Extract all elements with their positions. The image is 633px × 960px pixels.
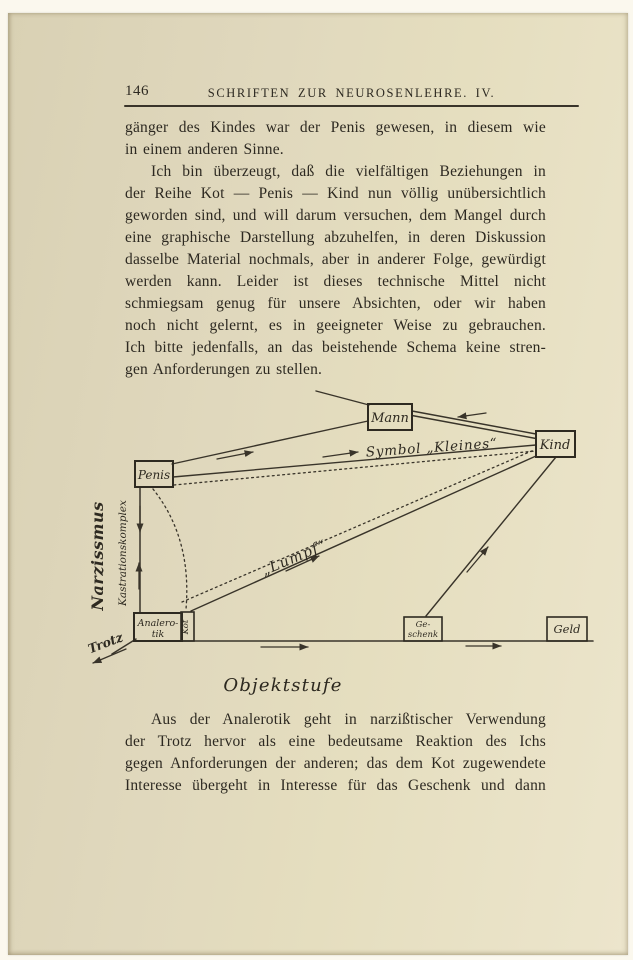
node-analerotik-label-line2: tik bbox=[151, 629, 165, 640]
node-analerotik-label-line1: Analero- bbox=[137, 618, 179, 629]
text-line: der Trotz hervor als eine bedeutsame Reaktion des Ichs bbox=[125, 733, 546, 750]
edge-penis-mann bbox=[172, 421, 368, 464]
text-line: gen Anforderungen zu stellen. bbox=[125, 361, 323, 378]
diagram-axis-label-objektstufe: Objektstufe bbox=[223, 675, 343, 696]
running-title: SCHRIFTEN ZUR NEUROSENLEHRE. IV. bbox=[207, 86, 496, 100]
text-line: geworden sind, und will darum versuchen, dem Mangel durch bbox=[125, 207, 546, 224]
label-kastrationskomplex: Kastrationskomplex bbox=[117, 500, 129, 606]
edge-top-stray bbox=[316, 391, 369, 405]
node-geld-label: Geld bbox=[553, 622, 581, 636]
text-line: Aus der Analerotik geht in narzißtischer Verwendung bbox=[151, 711, 546, 728]
text-line: Ich bitte jedenfalls, an das beistehende Schema keine stren- bbox=[125, 339, 546, 356]
text-line: schmiegsam genug für unsere Absichten, oder wir haben bbox=[125, 295, 546, 312]
edge-geschenk-kind bbox=[426, 457, 556, 616]
node-geschenk-label-line2: schenk bbox=[407, 630, 439, 640]
edge-penis-kot-dotted-curve bbox=[153, 489, 187, 609]
page-number: 146 bbox=[125, 83, 149, 99]
label-symbol-kleines: Symbol „Kleines“ bbox=[365, 435, 499, 461]
node-kind-label: Kind bbox=[539, 438, 571, 453]
text-line: gänger des Kindes war der Penis gewesen, in diesem wie bbox=[125, 119, 546, 136]
node-geschenk-label-line1: Ge- bbox=[415, 620, 431, 630]
text-line: Ich bin überzeugt, daß die vielfältigen Beziehungen in bbox=[151, 163, 546, 180]
label-narzissmus: Narzissmus bbox=[88, 501, 107, 611]
text-line: werden kann. Leider ist dieses technische Mittel nicht bbox=[125, 273, 546, 290]
edge-kot-kind-dotted bbox=[182, 450, 534, 602]
text-line: dasselbe Material nochmals, aber in anderer Folge, gewürdigt bbox=[125, 251, 546, 268]
edge-mann-kind-lower bbox=[412, 416, 536, 439]
text-line: gegen Anforderungen der anderen; das dem Kot zugewendete bbox=[125, 755, 546, 772]
arrow-kind-to-mann bbox=[458, 413, 486, 417]
text-line: in einem anderen Sinne. bbox=[125, 141, 284, 158]
arrow-symbol-line-right bbox=[323, 452, 358, 457]
edge-kot-kind-solid bbox=[191, 456, 536, 611]
label-lumpf: „Lumpf“ bbox=[259, 537, 330, 580]
node-mann-label: Mann bbox=[371, 411, 409, 426]
text-line: Interesse übergeht in Interesse für das Geschenk und dann bbox=[125, 777, 546, 794]
text-line: der Reihe Kot — Penis — Kind nun völlig unübersichtlich bbox=[125, 185, 546, 202]
node-kot-label: Kot bbox=[181, 619, 191, 635]
text-line: eine graphische Darstellung abzuhelfen, in deren Diskussion bbox=[125, 229, 546, 246]
text-line: noch nicht gelernt, es in geeigneter Weise zu gebrauchen. bbox=[125, 317, 546, 334]
label-trotz: Trotz bbox=[85, 629, 125, 657]
node-penis-label: Penis bbox=[137, 468, 171, 482]
arrow-geschenk-to-kind bbox=[467, 547, 488, 572]
